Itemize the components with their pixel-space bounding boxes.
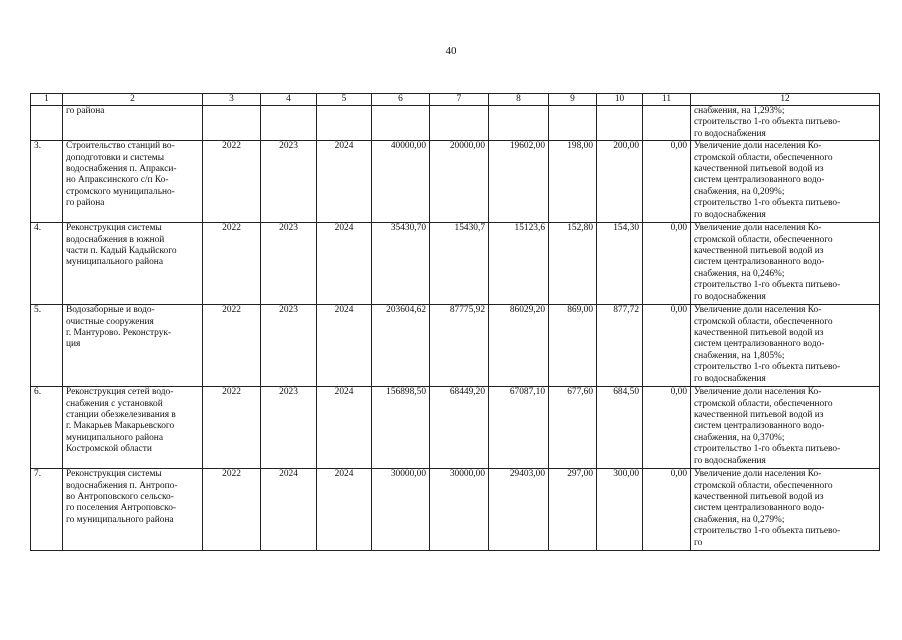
result-line: го водоснабжения [694, 373, 766, 384]
empty-cell [203, 106, 261, 141]
result-line: качественной питьевой водой из [694, 410, 824, 421]
total-cost-cell: 30000,00 [372, 469, 430, 551]
completion-year-cell: 2024 [317, 387, 372, 469]
result-cell [691, 106, 880, 141]
row-number-cell [31, 106, 63, 141]
result-cell [691, 387, 880, 469]
result-line: го водоснабжения [694, 128, 766, 139]
empty-cell [430, 106, 489, 141]
regional-budget-cell: 869,00 [549, 305, 597, 387]
result-line: строительство 1-го объекта питьево- [694, 280, 841, 291]
column-number: 1 [31, 94, 63, 106]
result-line: строительство 1-го объекта питьево- [694, 526, 841, 537]
result-line: систем централизованного водо- [694, 175, 825, 186]
empty-cell [372, 106, 430, 141]
result-cell [691, 305, 880, 387]
end-year-cell: 2023 [261, 141, 317, 223]
empty-cell [261, 106, 317, 141]
regional-budget-cell: 297,00 [549, 469, 597, 551]
result-line: Увеличение доли населения Ко- [694, 141, 822, 152]
table-row [31, 305, 880, 387]
project-name-line: Костромской области [66, 444, 152, 455]
result-line: снабжения, на 0,279%; [694, 514, 785, 525]
table-row [31, 469, 880, 551]
result-line: снабжения, на 0,209%; [694, 186, 785, 197]
project-name-line: части п. Кадый Кадыйского [66, 246, 177, 257]
local-budget-cell: 300,00 [597, 469, 643, 551]
project-name-line: очистные сооружения [66, 316, 154, 327]
column-number: 9 [549, 94, 597, 106]
empty-cell [489, 106, 549, 141]
project-name-line: го муниципального района [66, 514, 174, 525]
project-name-line: стромского муниципально- [66, 186, 175, 197]
regional-budget-cell: 152,80 [549, 223, 597, 305]
column-number: 2 [63, 94, 203, 106]
project-name-line: г. Макарьев Макарьевского [66, 421, 175, 432]
start-year-cell: 2022 [203, 387, 261, 469]
regional-budget-cell: 198,00 [549, 141, 597, 223]
row-number-cell: 3. [31, 141, 63, 223]
result-line: качественной питьевой водой из [694, 246, 824, 257]
result-line: систем централизованного водо- [694, 421, 825, 432]
project-name-cell [63, 469, 203, 551]
project-name-line: муниципального района [66, 257, 163, 268]
result-line: снабжения, на 1,805%; [694, 350, 785, 361]
local-budget-cell: 877,72 [597, 305, 643, 387]
column-number: 10 [597, 94, 643, 106]
total-cost-cell: 203604,62 [372, 305, 430, 387]
project-name-line: водоснабжения п. Апракси- [66, 164, 177, 175]
project-name-line: г. Мантурово. Реконструк- [66, 328, 172, 339]
column-number: 4 [261, 94, 317, 106]
end-year-cell: 2023 [261, 223, 317, 305]
end-year-cell: 2023 [261, 305, 317, 387]
result-line: качественной питьевой водой из [694, 164, 824, 175]
project-name-line: Строительство станций во- [66, 141, 175, 152]
result-line: строительство 1-го объекта питьево- [694, 198, 841, 209]
result-line: стромской области, обеспеченного [694, 316, 833, 327]
other-sources-cell: 0,00 [643, 141, 691, 223]
result-line: строительство 1-го объекта питьево- [694, 362, 841, 373]
result-line: Увеличение доли населения Ко- [694, 469, 822, 480]
total-cost-cell: 156898,50 [372, 387, 430, 469]
other-sources-cell: 0,00 [643, 469, 691, 551]
result-line: систем централизованного водо- [694, 339, 825, 350]
other-sources-cell: 0,00 [643, 305, 691, 387]
result-line: строительство 1-го объекта питьево- [694, 444, 841, 455]
funding-total-cell: 20000,00 [430, 141, 489, 223]
project-name-line: ция [66, 339, 81, 350]
other-sources-cell: 0,00 [643, 387, 691, 469]
result-line: качественной питьевой водой из [694, 492, 824, 503]
result-line: го водоснабжения [694, 455, 766, 466]
result-line: го водоснабжения [694, 209, 766, 220]
completion-year-cell: 2024 [317, 305, 372, 387]
federal-budget-cell: 86029,20 [489, 305, 549, 387]
table-row [31, 141, 880, 223]
column-number: 6 [372, 94, 430, 106]
start-year-cell: 2022 [203, 141, 261, 223]
completion-year-cell: 2024 [317, 469, 372, 551]
result-line: стромской области, обеспеченного [694, 234, 833, 245]
result-line: стромской области, обеспеченного [694, 480, 833, 491]
result-line: систем централизованного водо- [694, 257, 825, 268]
result-line: стромской области, обеспеченного [694, 398, 833, 409]
empty-cell [317, 106, 372, 141]
empty-cell [597, 106, 643, 141]
completion-year-cell: 2024 [317, 141, 372, 223]
result-line: строительство 1-го объекта питьево- [694, 117, 841, 128]
column-number: 11 [643, 94, 691, 106]
result-line: Увеличение доли населения Ко- [694, 305, 822, 316]
project-name-line: Водозаборные и водо- [66, 305, 155, 316]
start-year-cell: 2022 [203, 469, 261, 551]
result-line: Увеличение доли населения Ко- [694, 387, 822, 398]
project-name-cell [63, 106, 203, 141]
column-number: 7 [430, 94, 489, 106]
result-line: систем централизованного водо- [694, 503, 825, 514]
page-number: 40 [445, 45, 457, 57]
result-cell [691, 223, 880, 305]
project-name-line: го района [66, 106, 105, 116]
local-budget-cell: 154,30 [597, 223, 643, 305]
project-name-cell [63, 223, 203, 305]
funding-total-cell: 87775,92 [430, 305, 489, 387]
federal-budget-cell: 29403,00 [489, 469, 549, 551]
project-name-line: снабжения с установкой [66, 398, 163, 409]
row-number-cell: 7. [31, 469, 63, 551]
project-name-line: муниципального района [66, 432, 163, 443]
continued-row [31, 106, 880, 141]
federal-budget-cell: 15123,6 [489, 223, 549, 305]
result-line: качественной питьевой водой из [694, 328, 824, 339]
row-number-cell: 4. [31, 223, 63, 305]
row-number-cell: 6. [31, 387, 63, 469]
federal-budget-cell: 19602,00 [489, 141, 549, 223]
funding-total-cell: 68449,20 [430, 387, 489, 469]
project-name-line: доподготовки и системы [66, 152, 165, 163]
result-line: снабжения, на 0,246%; [694, 268, 785, 279]
table-row [31, 387, 880, 469]
project-name-cell [63, 387, 203, 469]
result-cell [691, 469, 880, 551]
project-name-line: станции обезжелезивания в [66, 410, 176, 421]
result-line: го [694, 537, 703, 548]
result-line: го водоснабжения [694, 291, 766, 302]
table-row [31, 223, 880, 305]
regional-budget-cell: 677,60 [549, 387, 597, 469]
total-cost-cell: 40000,00 [372, 141, 430, 223]
project-name-cell [63, 305, 203, 387]
empty-cell [643, 106, 691, 141]
program-table [30, 93, 880, 551]
project-name-line: Реконструкция системы [66, 469, 162, 480]
funding-total-cell: 30000,00 [430, 469, 489, 551]
total-cost-cell: 35430,70 [372, 223, 430, 305]
project-name-line: Реконструкция системы [66, 223, 162, 234]
project-name-line: го поселения Антроповско- [66, 503, 177, 514]
result-cell [691, 141, 880, 223]
result-line: стромской области, обеспеченного [694, 152, 833, 163]
local-budget-cell: 200,00 [597, 141, 643, 223]
empty-cell [549, 106, 597, 141]
project-name-line: водоснабжения в южной [66, 234, 165, 245]
project-name-line: во Антроповского сельско- [66, 492, 174, 503]
end-year-cell: 2024 [261, 469, 317, 551]
result-line: снабжения, на 0,370%; [694, 432, 785, 443]
project-name-cell [63, 141, 203, 223]
completion-year-cell: 2024 [317, 223, 372, 305]
column-number: 12 [691, 94, 880, 106]
start-year-cell: 2022 [203, 223, 261, 305]
result-line: Увеличение доли населения Ко- [694, 223, 822, 234]
end-year-cell: 2023 [261, 387, 317, 469]
local-budget-cell: 684,50 [597, 387, 643, 469]
result-line: снабжения, на 1,293%; [694, 106, 785, 116]
start-year-cell: 2022 [203, 305, 261, 387]
project-name-line: но Апраксинского с/п Ко- [66, 175, 169, 186]
project-name-line: водоснабжения п. Антропо- [66, 480, 178, 491]
column-number-row [31, 94, 880, 106]
project-name-line: го района [66, 198, 105, 209]
column-number: 5 [317, 94, 372, 106]
other-sources-cell: 0,00 [643, 223, 691, 305]
federal-budget-cell: 67087,10 [489, 387, 549, 469]
column-number: 8 [489, 94, 549, 106]
funding-total-cell: 15430,7 [430, 223, 489, 305]
column-number: 3 [203, 94, 261, 106]
row-number-cell: 5. [31, 305, 63, 387]
project-name-line: Реконструкция сетей водо- [66, 387, 174, 398]
